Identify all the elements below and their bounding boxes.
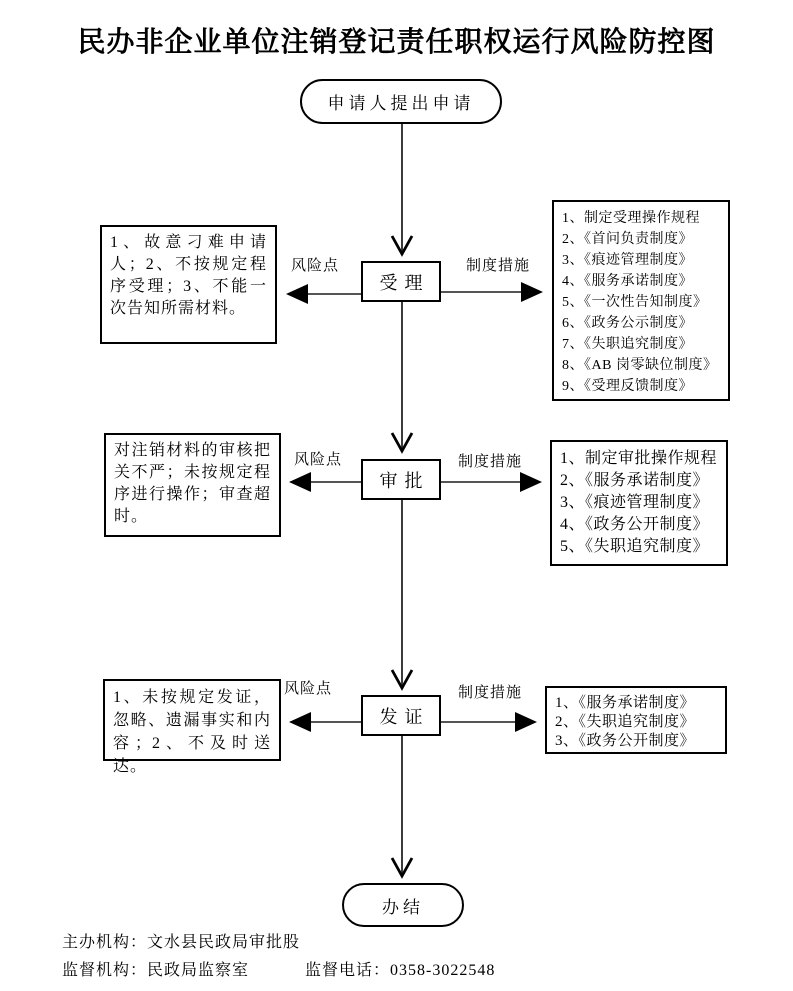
risk-point-label-shouli: 风险点 bbox=[291, 258, 340, 274]
measure-item: 4、《政务公开制度》 bbox=[560, 516, 710, 533]
measure-box-shouli bbox=[552, 200, 730, 401]
start-node: 申请人提出申请 bbox=[300, 79, 502, 124]
process-node-shenpi: 审批 bbox=[361, 459, 441, 500]
measure-item: 3、《痕迹管理制度》 bbox=[560, 494, 710, 511]
measure-item: 3、《政务公开制度》 bbox=[555, 733, 696, 749]
footer-supervise-agency: 监督机构：民政局监察室 bbox=[62, 962, 250, 979]
process-node-fazheng: 发证 bbox=[361, 695, 441, 736]
measure-label-shouli: 制度措施 bbox=[466, 258, 531, 274]
measure-label-fazheng: 制度措施 bbox=[458, 685, 523, 701]
measure-item: 1、《服务承诺制度》 bbox=[555, 695, 696, 711]
process-node-shouli: 受理 bbox=[361, 261, 441, 302]
page-title: 民办非企业单位注销登记责任职权运行风险防控图 bbox=[77, 27, 716, 58]
footer-supervise-phone: 监督电话：0358-3022548 bbox=[305, 962, 496, 979]
risk-box-shouli: 1、故意刁难申请人；2、不按规定程序受理；3、不能一次告知所需材料。 bbox=[100, 225, 277, 344]
measure-item: 6、《政务公示制度》 bbox=[562, 316, 693, 331]
risk-box-shenpi: 对注销材料的审核把关不严；未按规定程序进行操作；审查超时。 bbox=[104, 433, 281, 537]
measure-box-shenpi bbox=[550, 440, 728, 566]
measure-item: 9、《受理反馈制度》 bbox=[562, 379, 693, 394]
risk-point-label-fazheng: 风险点 bbox=[284, 681, 333, 697]
measure-box-fazheng bbox=[545, 686, 727, 754]
measure-item: 1、制定审批操作规程 bbox=[560, 450, 718, 467]
measure-item: 7、《失职追究制度》 bbox=[562, 337, 693, 352]
measure-label-shenpi: 制度措施 bbox=[458, 454, 523, 470]
measure-item: 8、《AB 岗零缺位制度》 bbox=[562, 358, 718, 373]
measure-item: 2、《服务承诺制度》 bbox=[560, 472, 710, 489]
measure-item: 2、《首问负责制度》 bbox=[562, 232, 693, 247]
measure-item: 1、制定受理操作规程 bbox=[562, 211, 700, 226]
measure-item: 3、《痕迹管理制度》 bbox=[562, 253, 693, 268]
end-node: 办结 bbox=[342, 883, 464, 927]
footer-host-agency: 主办机构：文水县民政局审批股 bbox=[62, 934, 301, 951]
measure-item: 5、《失职追究制度》 bbox=[560, 538, 710, 555]
measure-item: 4、《服务承诺制度》 bbox=[562, 274, 693, 289]
risk-point-label-shenpi: 风险点 bbox=[294, 452, 343, 468]
measure-item: 5、《一次性告知制度》 bbox=[562, 295, 708, 310]
measure-item: 2、《失职追究制度》 bbox=[555, 714, 696, 730]
risk-box-fazheng: 1、未按规定发证，忽略、遗漏事实和内容；2、不及时送达。 bbox=[103, 679, 281, 761]
